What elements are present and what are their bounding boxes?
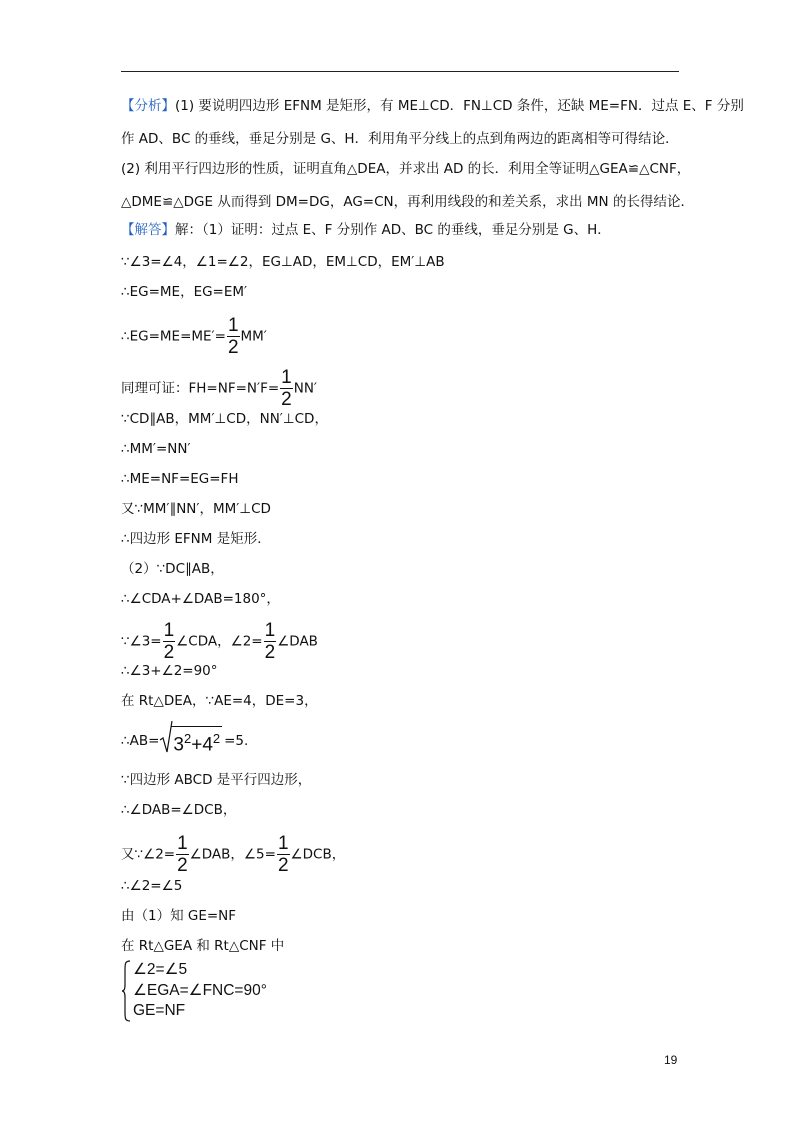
step-8: 又∵MM′∥NN′，MM′⊥CD <box>121 501 271 517</box>
analysis-line-3: (2) 利用平行四边形的性质，证明直角△DEA，并求出 AD 的长．利用全等证明△GEA≌△CNF， <box>121 161 691 177</box>
fraction-half: $\frac{1}{2}$ <box>227 315 239 358</box>
step-7: ∴ME=NF=EG=FH <box>121 471 239 487</box>
step-9: ∴四边形 EFNM 是矩形． <box>121 531 271 547</box>
analysis-tag: 【分析】 <box>121 98 175 114</box>
equation-system <box>121 960 321 1022</box>
system-line-3: GE=NF <box>133 1002 186 1019</box>
solution-heading: 【解答】解：（1）证明：过点 E、F 分别作 AD、BC 的垂线，垂足分别是 G、H． <box>121 222 611 238</box>
step-21: 在 Rt△GEA 和 Rt△CNF 中 <box>121 938 285 954</box>
page-number: 19 <box>664 1053 678 1067</box>
fraction-half: $\frac{1}{2}$ <box>177 833 188 876</box>
step-3: ∴EG=ME=ME′= $\frac{1}{2}$ MM′ <box>121 315 267 358</box>
left-brace-icon <box>121 960 131 1022</box>
step-17: ∴∠DAB=∠DCB， <box>121 802 237 818</box>
square-root: $3^2+4^2$ <box>159 726 222 756</box>
analysis-line-1: 【分析】(1) 要说明四边形 EFNM 是矩形，有 ME⊥CD．FN⊥CD 条件，还缺 ME=FN．过点 E、F 分别 <box>121 98 744 114</box>
step-19: ∴∠2=∠5 <box>121 878 183 894</box>
fraction-half: $\frac{1}{2}$ <box>277 833 289 876</box>
step-10: （2）∵DC∥AB， <box>121 561 224 577</box>
step-16: ∵四边形 ABCD 是平行四边形， <box>121 772 312 788</box>
analysis-line-2: 作 AD、BC 的垂线，垂足分别是 G、H．利用角平分线上的点到角两边的距离相等可得结论． <box>121 131 679 147</box>
system-line-1: ∠2=∠5 <box>133 961 188 978</box>
fraction-half: $\frac{1}{2}$ <box>264 620 276 663</box>
system-line-2: ∠EGA=∠FNC=90° <box>133 982 267 999</box>
analysis-line-4: △DME≌△DGE 从而得到 DM=DG，AG=CN，再利用线段的和差关系，求出 MN 的长得结论． <box>121 194 694 210</box>
step-12: ∵∠3= $\frac{1}{2}$ ∠CDA，∠2= $\frac{1}{2}$ ∠DAB <box>121 620 318 663</box>
fraction-half: $\frac{1}{2}$ <box>281 367 292 410</box>
step-1: ∵∠3=∠4，∠1=∠2，EG⊥AD，EM⊥CD，EM′⊥AB <box>121 254 445 270</box>
step-11: ∴∠CDA+∠DAB=180°， <box>121 591 280 607</box>
step-5: ∵CD∥AB，MM′⊥CD，NN′⊥CD， <box>121 411 328 427</box>
step-6: ∴MM′=NN′ <box>121 441 191 457</box>
step-18: 又∵∠2= $\frac{1}{2}$ ∠DAB，∠5= $\frac{1}{2}$ ∠DCB， <box>121 833 346 876</box>
step-20: 由（1）知 GE=NF <box>121 908 237 924</box>
step-14: 在 Rt△DEA，∵AE=4，DE=3， <box>121 693 318 709</box>
step-2: ∴EG=ME，EG=EM′ <box>121 284 248 300</box>
step-4: 同理可证：FH=NF=N′F= $\frac{1}{2}$ NN′ <box>121 367 317 410</box>
header-rule <box>121 71 679 72</box>
fraction-half: $\frac{1}{2}$ <box>163 620 175 663</box>
step-15: ∴AB= $3^2+4^2 =5$. <box>121 726 248 756</box>
radical-sign-icon <box>159 720 173 754</box>
step-13: ∴∠3+∠2=90° <box>121 663 218 679</box>
solution-tag: 【解答】 <box>121 222 175 238</box>
